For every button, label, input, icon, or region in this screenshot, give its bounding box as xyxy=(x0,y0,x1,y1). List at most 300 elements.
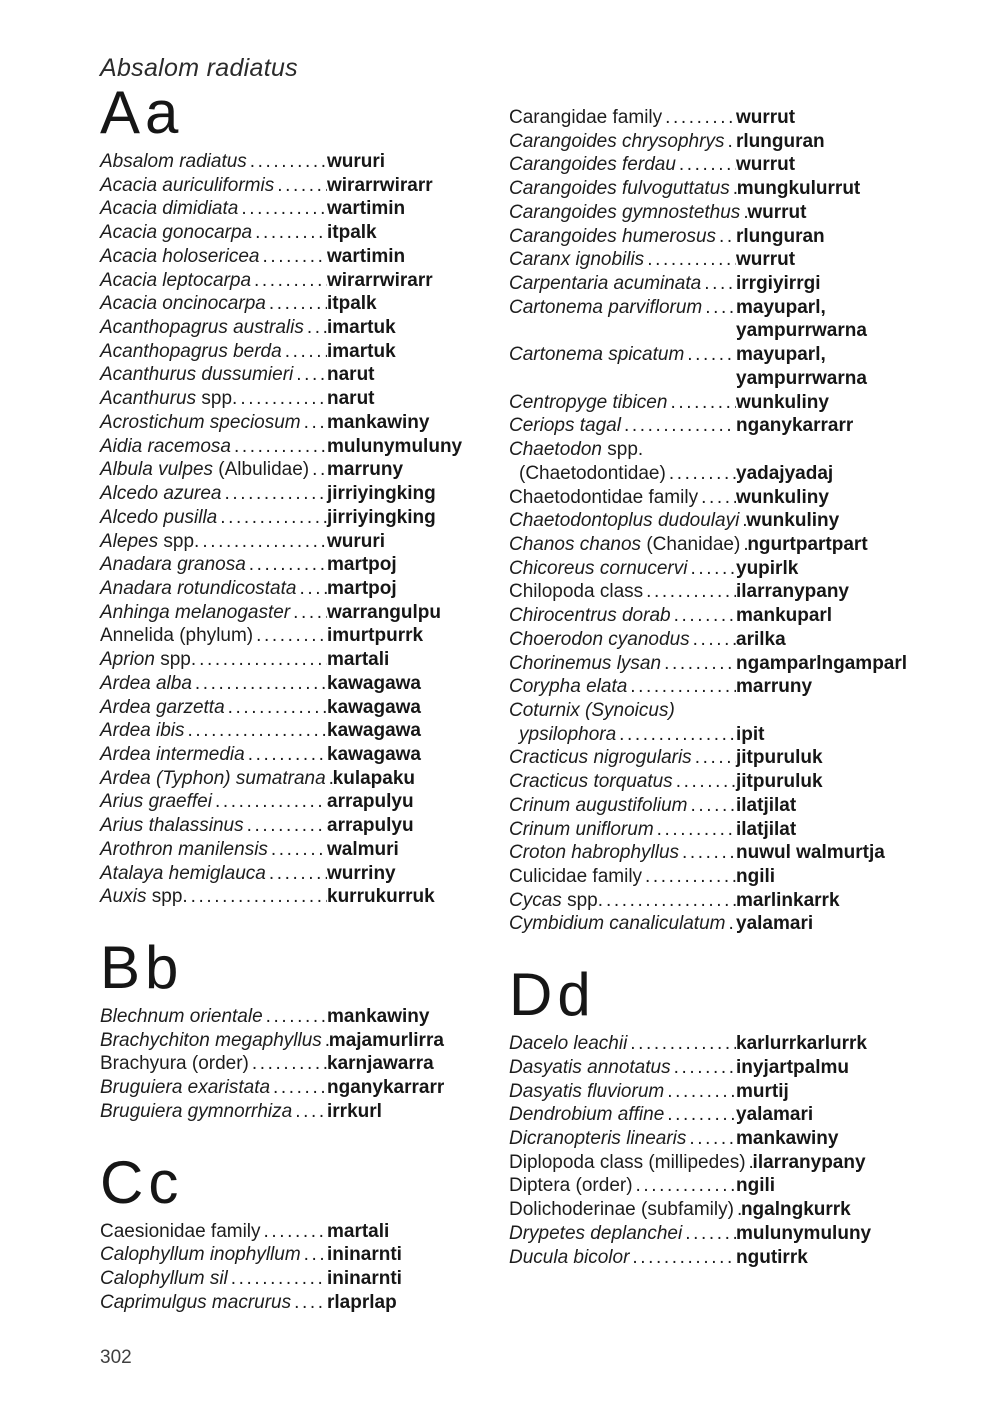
entry xyxy=(509,557,916,581)
entry-value: wurriny xyxy=(327,862,396,884)
entry xyxy=(100,174,507,198)
entry-name: Bruguiera exaristata xyxy=(100,1077,271,1099)
entry-value: ilarranypany xyxy=(736,581,849,603)
entry-name: Carangoides fulvoguttatus xyxy=(509,178,730,200)
entry xyxy=(509,367,916,391)
entry-name: Auxis spp. xyxy=(100,886,188,908)
entry-value: ngamparlngamparl xyxy=(736,652,908,674)
entry-value: karlurrkarlurrk xyxy=(736,1033,867,1055)
entry-value: marlinkarrk xyxy=(736,889,840,911)
entry xyxy=(100,197,507,221)
dot-leader xyxy=(627,675,736,699)
entry xyxy=(509,1246,916,1270)
entry xyxy=(100,1220,507,1244)
entry xyxy=(100,1243,507,1267)
entry xyxy=(509,912,916,936)
entry-value: imartuk xyxy=(327,317,396,339)
dot-leader xyxy=(664,1103,736,1127)
entry-name: Crinum augustifolium xyxy=(509,794,688,816)
entry-name: ypsilophora xyxy=(519,723,617,745)
dot-leader xyxy=(249,1052,327,1076)
dot-leader xyxy=(690,628,736,652)
entry-name: Bruguiera gymnorrhiza xyxy=(100,1100,293,1122)
entry-value: arilka xyxy=(736,628,786,650)
entry-value: yampurrwarna xyxy=(736,320,867,342)
entry-value: ilatjilat xyxy=(736,818,797,840)
entry-value: ipit xyxy=(736,723,765,745)
entry-value: mankuparl xyxy=(736,605,833,627)
entry xyxy=(100,1029,507,1053)
entry-value: nganykarrarr xyxy=(327,1077,445,1099)
letter-heading-aa: Aa xyxy=(100,79,184,146)
entry-value: wirarrwirarr xyxy=(327,174,433,196)
dot-leader xyxy=(244,814,327,838)
right-column xyxy=(509,94,916,1269)
dot-leader xyxy=(322,1029,329,1053)
entry xyxy=(509,1222,916,1246)
dot-leader xyxy=(734,1198,741,1222)
entry-value: ngili xyxy=(736,866,776,887)
entry-value: yadajyadaj xyxy=(736,462,834,484)
entry-value: martpoj xyxy=(327,577,397,599)
dot-leader xyxy=(199,530,327,554)
dot-leader xyxy=(263,1005,327,1029)
entry-value: jitpuruluk xyxy=(736,747,823,769)
letter-heading-cc: Cc xyxy=(100,1148,184,1216)
dot-leader xyxy=(282,340,327,364)
entry xyxy=(100,245,507,269)
entry xyxy=(100,1291,507,1315)
entry-name: Caranx ignobilis xyxy=(509,249,645,271)
entry xyxy=(509,675,916,699)
dot-leader xyxy=(245,743,327,767)
entry-value: yalamari xyxy=(736,1104,814,1126)
letter-heading-bb: Bb xyxy=(100,934,184,1001)
entry xyxy=(100,292,507,316)
entry-name: Calophyllum inophyllum xyxy=(100,1244,301,1266)
entry-value: majamurlirra xyxy=(328,1029,444,1051)
entry-value: itpalk xyxy=(327,293,377,315)
entry xyxy=(509,1103,916,1127)
entry-value: imartuk xyxy=(327,340,396,362)
entry-value: rlunguran xyxy=(736,225,825,247)
entry xyxy=(509,343,916,367)
entry-list xyxy=(100,150,507,909)
entry-name: Drypetes deplanchei xyxy=(509,1222,683,1244)
entry-value: warrangulpu xyxy=(327,601,442,623)
entry-name: Carangidae family xyxy=(509,107,663,128)
dot-leader xyxy=(247,150,327,174)
entry-name: Ardea garzetta xyxy=(100,696,225,718)
entry-value: martali xyxy=(327,649,390,671)
dot-leader xyxy=(730,177,737,201)
entry xyxy=(100,269,507,293)
dot-leader xyxy=(716,225,736,249)
entry-value: itpalk xyxy=(327,222,377,244)
entry-name: Acacia oncinocarpa xyxy=(100,293,266,315)
entry-value: mankawiny xyxy=(327,411,430,433)
entry-value: arrapulyu xyxy=(327,791,414,813)
entry-value: irrkurl xyxy=(327,1100,382,1122)
entry xyxy=(509,652,916,676)
dot-leader xyxy=(724,130,736,154)
entry-name: Ardea alba xyxy=(100,672,192,694)
entry-name: Alcedo pusilla xyxy=(100,506,218,528)
entry xyxy=(509,248,916,272)
entry-value: mungkulurrut xyxy=(736,178,861,200)
entry-name: Cycas spp. xyxy=(509,889,603,911)
entry xyxy=(509,889,916,913)
entry-name: Absalom radiatus xyxy=(100,151,247,172)
entry xyxy=(100,862,507,886)
entry-name: Acanthopagrus australis xyxy=(100,317,304,339)
dot-leader xyxy=(309,458,327,482)
entry-value: ininarnti xyxy=(327,1244,402,1266)
entry-value: wunkuliny xyxy=(736,391,829,413)
dot-leader xyxy=(259,245,327,269)
entry xyxy=(509,1032,916,1056)
dot-leader xyxy=(266,862,327,886)
left-column xyxy=(100,79,507,1314)
entry-value: nganykarrarr xyxy=(736,415,854,437)
entry xyxy=(100,577,507,601)
entry-value: kawagawa xyxy=(327,672,421,694)
dot-leader xyxy=(642,865,736,889)
dot-leader xyxy=(188,885,327,909)
entry-name: Diplopoda class (millipedes) xyxy=(509,1151,746,1173)
dot-leader xyxy=(686,1127,736,1151)
letter-heading-dd: Dd xyxy=(509,961,596,1029)
entry-value: wunkuliny xyxy=(746,510,840,532)
entry xyxy=(509,794,916,818)
entry-value: nuwul walmurtja xyxy=(736,842,885,864)
entry-value: mulunymuluny xyxy=(327,435,463,457)
entry-name: Albula vulpes (Albulidae) xyxy=(100,459,310,481)
entry-name: Acanthopagrus berda xyxy=(100,340,282,362)
entry-name: Acacia auriculiformis xyxy=(100,174,275,196)
entry-name: Arothron manilensis xyxy=(100,838,268,860)
entry xyxy=(100,648,507,672)
entry xyxy=(100,530,507,554)
entry-value: arrapulyu xyxy=(327,815,414,837)
entry xyxy=(100,1100,507,1124)
entry xyxy=(509,106,916,130)
entry-name: Calophyllum sil xyxy=(100,1268,228,1290)
entry xyxy=(509,580,916,604)
dot-leader xyxy=(643,580,736,604)
dot-leader xyxy=(673,770,736,794)
dot-leader xyxy=(238,197,327,221)
entry xyxy=(100,221,507,245)
dot-leader xyxy=(664,1080,736,1104)
entry xyxy=(509,865,916,889)
entry-name: Brachychiton megaphyllus xyxy=(100,1029,322,1051)
entry-value: martpoj xyxy=(327,554,397,576)
dot-leader xyxy=(291,1291,327,1315)
entry xyxy=(509,414,916,438)
dot-leader xyxy=(666,462,736,486)
entry-value: wartimin xyxy=(327,245,406,267)
dot-leader xyxy=(246,553,327,577)
entry-name: Dendrobium affine xyxy=(509,1104,665,1126)
dot-leader xyxy=(217,506,327,530)
entry xyxy=(100,363,507,387)
entry-name: Caesionidae family xyxy=(100,1220,261,1242)
entry-value: ngutirrk xyxy=(736,1246,808,1268)
entry-value: wurrut xyxy=(736,249,796,271)
entry-name: Chaetodontoplus dudoulayi xyxy=(509,510,740,532)
entry-value: kawagawa xyxy=(327,720,421,742)
entry-value: jitpuruluk xyxy=(736,771,823,793)
entry xyxy=(100,506,507,530)
entry-name: Choerodon cyanodus xyxy=(509,628,690,650)
dot-leader xyxy=(692,746,736,770)
dot-leader xyxy=(746,1151,753,1175)
entry-value: jirriyingking xyxy=(327,483,436,505)
dot-leader xyxy=(679,841,736,865)
dot-leader xyxy=(740,533,747,557)
entry xyxy=(509,177,916,201)
section-c xyxy=(100,1148,507,1315)
entry-value: ngalngkurrk xyxy=(740,1199,851,1221)
entry-list xyxy=(509,106,916,936)
entry-value: narut xyxy=(327,388,375,410)
dot-leader xyxy=(251,269,327,293)
entry-value: wirarrwirarr xyxy=(327,269,433,291)
dot-leader xyxy=(185,719,328,743)
entry xyxy=(100,1052,507,1076)
dot-leader xyxy=(293,363,327,387)
dot-leader xyxy=(326,767,333,791)
entry xyxy=(509,723,916,747)
section-c-continued xyxy=(509,106,916,936)
dot-leader xyxy=(654,818,736,842)
dot-leader xyxy=(687,557,736,581)
entry-value: wurrut xyxy=(747,201,807,223)
dot-leader xyxy=(701,272,736,296)
entry-name: Chirocentrus dorab xyxy=(509,605,671,627)
entry-name: Acanthurus dussumieri xyxy=(100,364,294,386)
dot-leader xyxy=(621,414,736,438)
entry-name: Crinum uniflorum xyxy=(509,818,654,840)
dot-leader xyxy=(627,1032,736,1056)
entry xyxy=(509,770,916,794)
entry-value: wurrut xyxy=(736,107,796,128)
entry xyxy=(100,435,507,459)
entry-name: Carpentaria acuminata xyxy=(509,273,702,295)
entry xyxy=(100,1267,507,1291)
entry-value: murtij xyxy=(736,1080,789,1102)
dot-leader xyxy=(687,794,736,818)
entry xyxy=(100,482,507,506)
running-head: Absalom radiatus xyxy=(100,54,298,82)
entry-value: yupirlk xyxy=(736,557,799,579)
dot-leader xyxy=(237,387,327,411)
entry-name: Aprion spp. xyxy=(100,649,197,671)
entry-value: irrgiyirrgi xyxy=(736,273,821,295)
entry xyxy=(100,743,507,767)
entry-name: Corypha elata xyxy=(509,676,628,698)
entry-name: Caprimulgus macrurus xyxy=(100,1291,292,1313)
entry-name: Aidia racemosa xyxy=(100,435,231,457)
entry-value: narut xyxy=(327,364,375,386)
entry-value: wururi xyxy=(327,151,386,172)
dot-leader xyxy=(228,1267,327,1291)
dot-leader xyxy=(698,486,736,510)
entry-value: kawagawa xyxy=(327,696,421,718)
entry-name: Chaetodontidae family xyxy=(509,486,699,508)
entry xyxy=(509,818,916,842)
dot-leader xyxy=(225,696,327,720)
entry-name: Acrostichum speciosum xyxy=(100,411,301,433)
entry-value: ngili xyxy=(736,1175,776,1197)
dot-leader xyxy=(304,316,327,340)
dot-leader xyxy=(662,106,736,130)
dot-leader xyxy=(274,174,327,198)
entry xyxy=(100,316,507,340)
dot-leader xyxy=(616,723,736,747)
entry-name: Blechnum orientale xyxy=(100,1006,263,1027)
dot-leader xyxy=(301,411,327,435)
dot-leader xyxy=(270,1076,327,1100)
entry-name: Carangoides ferdau xyxy=(509,154,676,176)
dot-leader xyxy=(266,292,327,316)
dot-leader xyxy=(671,1056,736,1080)
entry-value: ilatjilat xyxy=(736,794,797,816)
entry-name: Centropyge tibicen xyxy=(509,391,668,413)
entry-name: Annelida (phylum) xyxy=(100,625,254,647)
entry-value: karnjawarra xyxy=(327,1053,434,1075)
entry-value: wartimin xyxy=(327,198,406,220)
entry-value: ininarnti xyxy=(327,1268,402,1290)
entry-name: Ardea ibis xyxy=(100,720,185,742)
entry xyxy=(100,1076,507,1100)
entry-value: imurtpurrk xyxy=(327,625,424,647)
entry-name: Dacelo leachii xyxy=(509,1033,628,1055)
entry xyxy=(509,628,916,652)
dot-leader xyxy=(261,1220,327,1244)
entry-value: inyjartpalmu xyxy=(736,1056,849,1078)
section-d xyxy=(509,961,916,1269)
dot-leader xyxy=(252,221,327,245)
entry xyxy=(509,201,916,225)
entry-value: wurrut xyxy=(736,154,796,176)
entry-name: Ducula bicolor xyxy=(509,1246,630,1268)
entry-name: Atalaya hemiglauca xyxy=(100,862,266,884)
dot-leader xyxy=(253,624,327,648)
dot-leader xyxy=(192,672,327,696)
dot-leader xyxy=(301,1243,327,1267)
entry-name: Chorinemus lysan xyxy=(509,652,662,674)
entry xyxy=(100,885,507,909)
entry-name: Acacia holosericea xyxy=(100,245,260,267)
entry xyxy=(509,296,916,320)
entry-name: Culicidae family xyxy=(509,866,643,887)
entry xyxy=(100,672,507,696)
entry xyxy=(509,841,916,865)
entry xyxy=(509,1198,916,1222)
dot-leader xyxy=(667,391,736,415)
entry xyxy=(509,438,916,462)
entry xyxy=(100,790,507,814)
entry-name: Brachyura (order) xyxy=(100,1053,249,1075)
section-b xyxy=(100,934,507,1124)
entry xyxy=(100,767,507,791)
dot-leader xyxy=(221,482,327,506)
entry-value: jirriyingking xyxy=(327,506,436,528)
entry-name: Acacia gonocarpa xyxy=(100,222,253,244)
entry-name: Dicranopteris linearis xyxy=(509,1128,687,1150)
entry-value: wururi xyxy=(327,530,386,552)
entry-name: Cartonema parviflorum xyxy=(509,296,703,318)
dot-leader xyxy=(268,838,327,862)
page-number: 302 xyxy=(100,1347,132,1368)
entry-name: Carangoides humerosus xyxy=(509,225,717,247)
dot-leader xyxy=(296,577,327,601)
entry-value: walmuri xyxy=(327,838,399,860)
dot-leader xyxy=(684,343,736,367)
entry-name: Carangoides gymnostethus xyxy=(509,201,741,223)
entry xyxy=(100,150,507,174)
entry-value: ilarranypany xyxy=(752,1151,866,1173)
dot-leader xyxy=(682,1222,736,1246)
entry-name: Anhinga melanogaster xyxy=(100,601,291,623)
entry-name: Dasyatis annotatus xyxy=(509,1056,671,1078)
entry-name: Chaetodon spp. xyxy=(509,439,644,461)
entry-name: Dolichoderinae (subfamily) xyxy=(509,1199,734,1221)
entry-value: mayuparl, xyxy=(736,296,826,318)
dot-leader xyxy=(676,153,736,177)
entry-name: Alcedo azurea xyxy=(100,483,222,505)
dot-leader xyxy=(196,648,327,672)
entry-name: Acacia dimidiata xyxy=(100,198,239,220)
dot-leader xyxy=(231,435,327,459)
entry xyxy=(509,509,916,533)
entry-list xyxy=(509,1032,916,1269)
entry xyxy=(100,814,507,838)
entry-name: Arius graeffei xyxy=(100,791,212,813)
entry-list xyxy=(100,1005,507,1124)
entry-name: Acacia leptocarpa xyxy=(100,269,252,291)
entry xyxy=(509,1127,916,1151)
entry-value: mulunymuluny xyxy=(736,1222,872,1244)
entry-value: ngurtpartpart xyxy=(747,533,868,555)
entry-name: Ceriops tagal xyxy=(509,415,621,437)
entry xyxy=(100,1005,507,1029)
entry xyxy=(100,340,507,364)
dot-leader xyxy=(212,790,327,814)
entry-value: marruny xyxy=(327,459,404,481)
entry-value: mankawiny xyxy=(327,1006,430,1027)
entry xyxy=(509,533,916,557)
entry-value: kawagawa xyxy=(327,743,421,765)
entry-name: Cymbidium canaliculatum xyxy=(509,913,726,935)
entry xyxy=(509,746,916,770)
dot-leader xyxy=(702,296,736,320)
dot-leader xyxy=(644,248,736,272)
entry-value: rlunguran xyxy=(736,130,825,152)
entry xyxy=(509,225,916,249)
entry-value: marruny xyxy=(736,676,813,698)
entry xyxy=(100,411,507,435)
entry-name: Acanthurus spp. xyxy=(100,388,238,410)
dot-leader xyxy=(671,604,736,628)
entry xyxy=(100,458,507,482)
entry xyxy=(100,696,507,720)
entry-value: yampurrwarna xyxy=(736,367,867,389)
entry-name: Anadara rotundicostata xyxy=(100,577,297,599)
entry-name: Cartonema spicatum xyxy=(509,344,685,366)
